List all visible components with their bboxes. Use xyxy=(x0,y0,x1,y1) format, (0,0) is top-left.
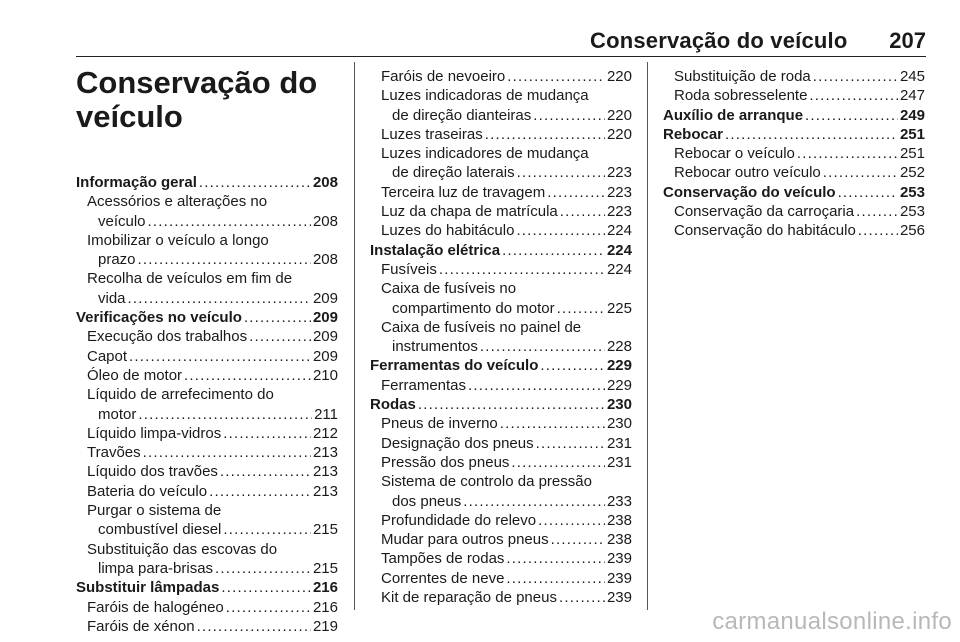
toc-item-text: Luzes traseiras xyxy=(381,125,483,143)
toc-section-title: Rodas xyxy=(370,396,416,414)
dot-leader xyxy=(223,520,311,539)
toc-item[interactable] xyxy=(370,434,632,453)
toc-page-number: 208 xyxy=(312,212,338,230)
dot-leader xyxy=(480,337,605,356)
toc-page-number: 228 xyxy=(606,338,632,356)
toc-item-text: Luzes indicadoras de mudança xyxy=(381,87,589,105)
toc-page-number: 225 xyxy=(606,299,632,317)
toc-item-row xyxy=(370,221,632,240)
dot-leader xyxy=(557,299,605,318)
column-divider xyxy=(354,62,355,610)
dot-leader xyxy=(858,221,898,240)
toc-item-text: Imobilizar o veículo a longo xyxy=(87,231,269,249)
dot-leader xyxy=(199,173,311,192)
toc-item[interactable] xyxy=(76,540,338,579)
toc-item-text: Óleo de motor xyxy=(87,366,183,384)
toc-item[interactable] xyxy=(76,598,338,617)
dot-leader xyxy=(797,144,898,163)
toc-item-text: Tampões de rodas xyxy=(381,550,505,568)
toc-item[interactable] xyxy=(663,202,925,221)
dot-leader xyxy=(221,578,311,597)
dot-leader xyxy=(547,183,605,202)
toc-item-row xyxy=(370,106,632,125)
toc-page-number: 233 xyxy=(606,492,632,510)
dot-leader xyxy=(500,414,605,433)
toc-section-title: Instalação elétrica xyxy=(370,241,501,259)
dot-leader xyxy=(249,327,311,346)
toc-item-row xyxy=(370,492,632,511)
toc-item-row xyxy=(663,86,925,105)
toc-page-number: 247 xyxy=(899,87,925,105)
toc-item-row xyxy=(76,366,338,385)
page-number: 207 xyxy=(889,28,926,53)
toc-item[interactable] xyxy=(370,318,632,357)
toc-item[interactable] xyxy=(76,366,338,385)
toc-page-number: 239 xyxy=(606,569,632,587)
toc-item-text: Sistema de controlo da pressão xyxy=(381,473,592,491)
toc-page-number: 223 xyxy=(606,164,632,182)
dot-leader xyxy=(485,125,605,144)
toc-item-text: prazo xyxy=(98,251,136,269)
dot-leader xyxy=(418,395,605,414)
dot-leader xyxy=(805,106,898,125)
dot-leader xyxy=(197,617,311,636)
toc-item-text: Faróis de nevoeiro xyxy=(381,68,506,85)
toc-item-row xyxy=(370,530,632,549)
toc-item-row xyxy=(370,163,632,182)
toc-item[interactable] xyxy=(76,617,338,636)
chapter-title: Conservação do veículo xyxy=(76,65,318,134)
toc-page-number: 223 xyxy=(606,183,632,201)
toc-item-row xyxy=(370,569,632,588)
toc-page-number: 215 xyxy=(312,521,338,539)
toc-page-number: 209 xyxy=(312,309,338,327)
toc-item-row xyxy=(370,125,632,144)
dot-leader xyxy=(809,86,898,105)
toc-item-text: Mudar para outros pneus xyxy=(381,531,549,549)
dot-leader xyxy=(215,559,311,578)
toc-item-text: Designação dos pneus xyxy=(381,434,534,452)
toc-page-number: 213 xyxy=(312,463,338,481)
dot-leader xyxy=(511,453,605,472)
dot-leader xyxy=(223,424,311,443)
toc-item[interactable] xyxy=(370,125,632,144)
toc-section[interactable] xyxy=(370,241,632,260)
dot-leader xyxy=(463,492,605,511)
toc-item[interactable] xyxy=(76,385,338,424)
dot-leader xyxy=(439,260,605,279)
toc-item[interactable] xyxy=(663,163,925,182)
toc-item[interactable] xyxy=(76,462,338,481)
toc-item-row xyxy=(76,598,338,617)
toc-page-number: 219 xyxy=(312,617,338,635)
toc-item-row xyxy=(370,453,632,472)
toc-item-text: de direção laterais xyxy=(392,164,515,182)
dot-leader xyxy=(540,356,605,375)
toc-section[interactable] xyxy=(76,173,338,192)
toc-item-row xyxy=(76,617,338,636)
toc-item-row xyxy=(76,327,338,346)
toc-page-number: 210 xyxy=(312,366,338,384)
toc-item[interactable] xyxy=(76,443,338,462)
dot-leader xyxy=(220,462,311,481)
toc-item-text: Capot xyxy=(87,347,128,365)
toc-item[interactable] xyxy=(76,269,338,308)
toc-page-number: 239 xyxy=(606,589,632,607)
toc-item-text: Bateria do veículo xyxy=(87,482,208,500)
toc-item-text: Líquido de arrefecimento do xyxy=(87,386,274,404)
toc-page-number: 209 xyxy=(312,328,338,346)
dot-leader xyxy=(533,106,605,125)
toc-item[interactable] xyxy=(370,472,632,511)
dot-leader xyxy=(813,67,898,86)
dot-leader xyxy=(506,569,605,588)
toc-item-text: Luzes indicadores de mudança xyxy=(381,145,589,163)
toc-page-number: 238 xyxy=(606,531,632,549)
dot-leader xyxy=(507,67,605,86)
toc-column-1 xyxy=(76,173,338,636)
toc-item[interactable] xyxy=(76,501,338,540)
toc-item-text: Luz da chapa de matrícula xyxy=(381,203,558,221)
toc-item-text: Rebocar o veículo xyxy=(674,145,795,163)
toc-item-row xyxy=(76,520,338,539)
toc-item-row xyxy=(76,443,338,462)
toc-item-row xyxy=(370,260,632,279)
toc-section[interactable] xyxy=(663,106,925,125)
toc-page-number: 256 xyxy=(899,222,925,240)
toc-page-number: 216 xyxy=(312,579,338,597)
toc-page-number: 213 xyxy=(312,482,338,500)
dot-leader xyxy=(560,202,605,221)
toc-item[interactable] xyxy=(76,192,338,231)
toc-item-text: limpa para-brisas xyxy=(98,559,214,577)
dot-leader xyxy=(725,125,898,144)
toc-section-title: Substituir lâmpadas xyxy=(76,579,220,597)
toc-item-row xyxy=(370,376,632,395)
toc-item-text: Luzes do habitáculo xyxy=(381,222,515,240)
toc-section[interactable] xyxy=(370,356,632,375)
toc-item[interactable] xyxy=(76,231,338,270)
toc-item[interactable] xyxy=(370,530,632,549)
toc-item-row xyxy=(370,414,632,433)
toc-item[interactable] xyxy=(370,144,632,183)
toc-page-number: 230 xyxy=(606,415,632,433)
toc-item-text: Conservação do habitáculo xyxy=(674,222,856,240)
toc-item-row xyxy=(76,559,338,578)
toc-item-row xyxy=(370,588,632,607)
toc-item-text: Execução dos trabalhos xyxy=(87,328,248,346)
dot-leader xyxy=(148,212,311,231)
toc-item-row xyxy=(370,202,632,221)
toc-item-text: Ferramentas xyxy=(381,376,467,394)
dot-leader xyxy=(823,163,898,182)
dot-leader xyxy=(226,598,311,617)
toc-page-number: 224 xyxy=(606,222,632,240)
toc-item-row xyxy=(76,405,338,424)
toc-item-row xyxy=(370,511,632,530)
toc-page-number: 211 xyxy=(314,405,338,423)
toc-page-number: 212 xyxy=(312,424,338,442)
toc-page-number: 253 xyxy=(899,203,925,221)
toc-item[interactable] xyxy=(370,511,632,530)
toc-page-number: 251 xyxy=(899,145,925,163)
toc-page-number: 251 xyxy=(899,125,925,143)
column-divider xyxy=(647,62,648,610)
toc-section-title: Rebocar xyxy=(663,125,724,143)
toc-item-row xyxy=(370,299,632,318)
toc-item-text: Fusíveis xyxy=(381,260,437,278)
toc-item[interactable] xyxy=(370,588,632,607)
toc-item-text: combustível diesel xyxy=(98,521,222,539)
toc-section[interactable] xyxy=(663,183,925,202)
dot-leader xyxy=(468,376,605,395)
toc-page-number: 216 xyxy=(312,598,338,616)
toc-item[interactable] xyxy=(370,86,632,125)
toc-page-number: 224 xyxy=(606,260,632,278)
toc-section-title: Auxílio de arranque xyxy=(663,106,804,124)
toc-page-number: 215 xyxy=(312,559,338,577)
toc-section[interactable] xyxy=(76,578,338,597)
dot-leader xyxy=(538,511,605,530)
toc-item-row xyxy=(76,424,338,443)
dot-leader xyxy=(516,221,605,240)
toc-item-text: Profundidade do relevo xyxy=(381,511,537,529)
toc-item-text: de direção dianteiras xyxy=(392,106,532,124)
toc-page-number: 208 xyxy=(312,174,338,191)
toc-page-number: 229 xyxy=(606,357,632,375)
toc-section[interactable] xyxy=(663,125,925,144)
toc-page-number: 213 xyxy=(312,444,338,462)
toc-item[interactable] xyxy=(370,67,632,86)
toc-item-row xyxy=(663,67,925,86)
dot-leader xyxy=(138,405,312,424)
toc-page-number: 245 xyxy=(899,68,925,85)
toc-section[interactable] xyxy=(76,308,338,327)
toc-item-row xyxy=(663,144,925,163)
toc-page-number: 252 xyxy=(899,164,925,182)
toc-item-text: vida xyxy=(98,289,126,307)
toc-page-number: 220 xyxy=(606,106,632,124)
toc-item-row xyxy=(663,221,925,240)
toc-item-text: instrumentos xyxy=(392,338,478,356)
dot-leader xyxy=(129,347,311,366)
toc-section-title: Ferramentas do veículo xyxy=(370,357,539,375)
toc-item-text: Rebocar outro veículo xyxy=(674,164,821,182)
toc-item[interactable] xyxy=(370,183,632,202)
toc-item[interactable] xyxy=(370,569,632,588)
header-rule xyxy=(76,56,926,57)
toc-item-row xyxy=(370,434,632,453)
dot-leader xyxy=(502,241,605,260)
toc-item[interactable] xyxy=(76,424,338,443)
dot-leader xyxy=(244,308,311,327)
toc-page-number: 209 xyxy=(312,289,338,307)
toc-item-text: Roda sobresselente xyxy=(674,87,808,105)
toc-item[interactable] xyxy=(76,347,338,366)
dot-leader xyxy=(506,549,605,568)
toc-page-number: 229 xyxy=(606,376,632,394)
toc-item-text: motor xyxy=(98,405,137,423)
toc-column-2 xyxy=(370,67,632,607)
toc-page-number: 238 xyxy=(606,511,632,529)
toc-page-number: 230 xyxy=(606,396,632,414)
toc-item-text: Líquido limpa-vidros xyxy=(87,424,222,442)
toc-item-text: dos pneus xyxy=(392,492,462,510)
toc-item[interactable] xyxy=(76,482,338,501)
toc-item[interactable] xyxy=(663,221,925,240)
toc-page-number: 223 xyxy=(606,203,632,221)
toc-page-number: 231 xyxy=(606,453,632,471)
toc-item-text: Terceira luz de travagem xyxy=(381,183,546,201)
watermark-text: carmanualsonline.info xyxy=(712,608,952,635)
dot-leader xyxy=(856,202,898,221)
toc-item-text: Conservação da carroçaria xyxy=(674,203,855,221)
toc-item-row xyxy=(76,250,338,269)
toc-item-text: Faróis de halogéneo xyxy=(87,598,224,616)
dot-leader xyxy=(184,366,311,385)
toc-item-text: Faróis de xénon xyxy=(87,617,195,635)
toc-section-title: Verificações no veículo xyxy=(76,309,242,327)
toc-section-title: Conservação do veículo xyxy=(663,183,836,201)
toc-page-number: 224 xyxy=(606,241,632,259)
toc-item[interactable] xyxy=(370,202,632,221)
toc-item-text: Pressão dos pneus xyxy=(381,453,510,471)
toc-item-row xyxy=(76,347,338,366)
toc-item[interactable] xyxy=(370,453,632,472)
toc-item-text: Kit de reparação de pneus xyxy=(381,589,557,607)
dot-leader xyxy=(536,434,605,453)
dot-leader xyxy=(559,588,605,607)
toc-item-text: compartimento do motor xyxy=(392,299,555,317)
toc-item-text: Caixa de fusíveis no painel de xyxy=(381,318,582,336)
toc-item[interactable] xyxy=(370,260,632,279)
toc-item-row xyxy=(76,212,338,231)
toc-item-row xyxy=(76,462,338,481)
dot-leader xyxy=(838,183,898,202)
toc-item-text: Líquido dos travões xyxy=(87,463,218,481)
toc-column-3 xyxy=(663,67,925,241)
toc-item-text: Recolha de veículos em fim de xyxy=(87,270,293,288)
toc-item-text: Travões xyxy=(87,444,141,462)
toc-item-row xyxy=(370,67,632,86)
toc-page-number: 231 xyxy=(606,434,632,452)
toc-item-text: Substituição das escovas do xyxy=(87,540,278,558)
dot-leader xyxy=(209,482,311,501)
toc-page-number: 208 xyxy=(312,251,338,269)
dot-leader xyxy=(128,289,311,308)
toc-section-title: Informação geral xyxy=(76,174,197,191)
toc-item-row xyxy=(663,163,925,182)
toc-item-row xyxy=(76,289,338,308)
toc-item[interactable] xyxy=(370,549,632,568)
toc-item-text: Substituição de roda xyxy=(674,68,811,85)
toc-item[interactable] xyxy=(370,376,632,395)
dot-leader xyxy=(517,163,605,182)
toc-item[interactable] xyxy=(370,279,632,318)
dot-leader xyxy=(138,250,311,269)
toc-item[interactable] xyxy=(370,221,632,240)
toc-page-number: 220 xyxy=(606,125,632,143)
running-header-title: Conservação do veículo xyxy=(590,28,848,53)
toc-item[interactable] xyxy=(76,327,338,346)
toc-page-number: 253 xyxy=(899,183,925,201)
toc-item-text: Acessórios e alterações no xyxy=(87,193,268,211)
toc-item-text: veículo xyxy=(98,212,146,230)
toc-item[interactable] xyxy=(663,144,925,163)
dot-leader xyxy=(551,530,605,549)
toc-page-number: 220 xyxy=(606,68,632,85)
toc-page-number: 239 xyxy=(606,550,632,568)
toc-item-row xyxy=(76,482,338,501)
toc-item-row xyxy=(663,202,925,221)
toc-item[interactable] xyxy=(370,414,632,433)
toc-item-text: Pneus de inverno xyxy=(381,415,498,433)
toc-item[interactable] xyxy=(663,86,925,105)
toc-page-number: 249 xyxy=(899,106,925,124)
dot-leader xyxy=(143,443,311,462)
toc-item-text: Correntes de neve xyxy=(381,569,505,587)
toc-item-row xyxy=(370,337,632,356)
toc-page-number: 209 xyxy=(312,347,338,365)
toc-item-row xyxy=(370,183,632,202)
toc-section[interactable] xyxy=(370,395,632,414)
toc-item-text: Purgar o sistema de xyxy=(87,502,222,520)
toc-item-text: Caixa de fusíveis no xyxy=(381,280,517,298)
toc-item[interactable] xyxy=(663,67,925,86)
toc-item-row xyxy=(370,549,632,568)
